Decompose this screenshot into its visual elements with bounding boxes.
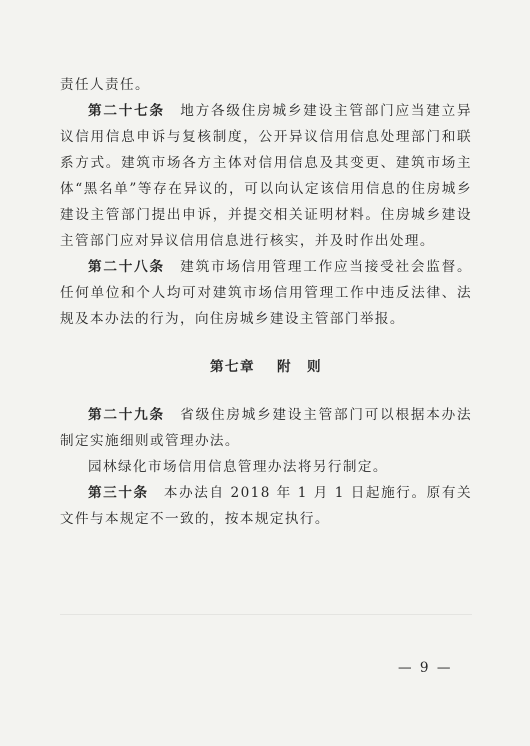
page-number: — 9 — [398, 660, 453, 676]
paragraph-text: 责任人责任。 [60, 77, 150, 93]
garden-paragraph [60, 454, 472, 480]
article-27-title: 第二十七条 [88, 103, 165, 119]
paragraph-continued [60, 72, 472, 98]
document-body [60, 72, 472, 532]
garden-text: 园林绿化市场信用信息管理办法将另行制定。 [88, 459, 388, 475]
article-30 [60, 480, 472, 532]
article-28 [60, 254, 472, 332]
chapter-heading [60, 354, 472, 380]
article-28-title: 第二十八条 [88, 259, 165, 275]
article-29 [60, 402, 472, 454]
article-27-text: 地方各级住房城乡建设主管部门应当建立异议信用信息申诉与复核制度，公开异议信用信息处理部门和联系方式。建筑市场各方主体对信用信息及其变更、建筑市场主体“黑名单”等存在异议的，可以向认定该信用信息的住房城乡建设主管部门提出申诉，并提交相关证明材料。住房城乡建设主管部门应对异议信用信息进行核实，并及时作出处理。 [60, 103, 473, 249]
article-30-title: 第三十条 [88, 485, 149, 501]
article-29-title: 第二十九条 [88, 407, 165, 423]
chapter-name: 附 则 [277, 359, 322, 375]
article-29-text: 省级住房城乡建设主管部门可以根据本办法制定实施细则或管理办法。 [60, 407, 473, 449]
article-27 [60, 98, 472, 254]
article-30-text: 本办法自 2018 年 1 月 1 日起施行。原有关文件与本规定不一致的，按本规定执行。 [60, 485, 472, 527]
article-28-text: 建筑市场信用管理工作应当接受社会监督。任何单位和个人均可对建筑市场信用管理工作中违反法律、法规及本办法的行为，向住房城乡建设主管部门举报。 [60, 259, 473, 327]
chapter-number: 第七章 [210, 359, 255, 375]
bleed-through-line [60, 614, 472, 615]
